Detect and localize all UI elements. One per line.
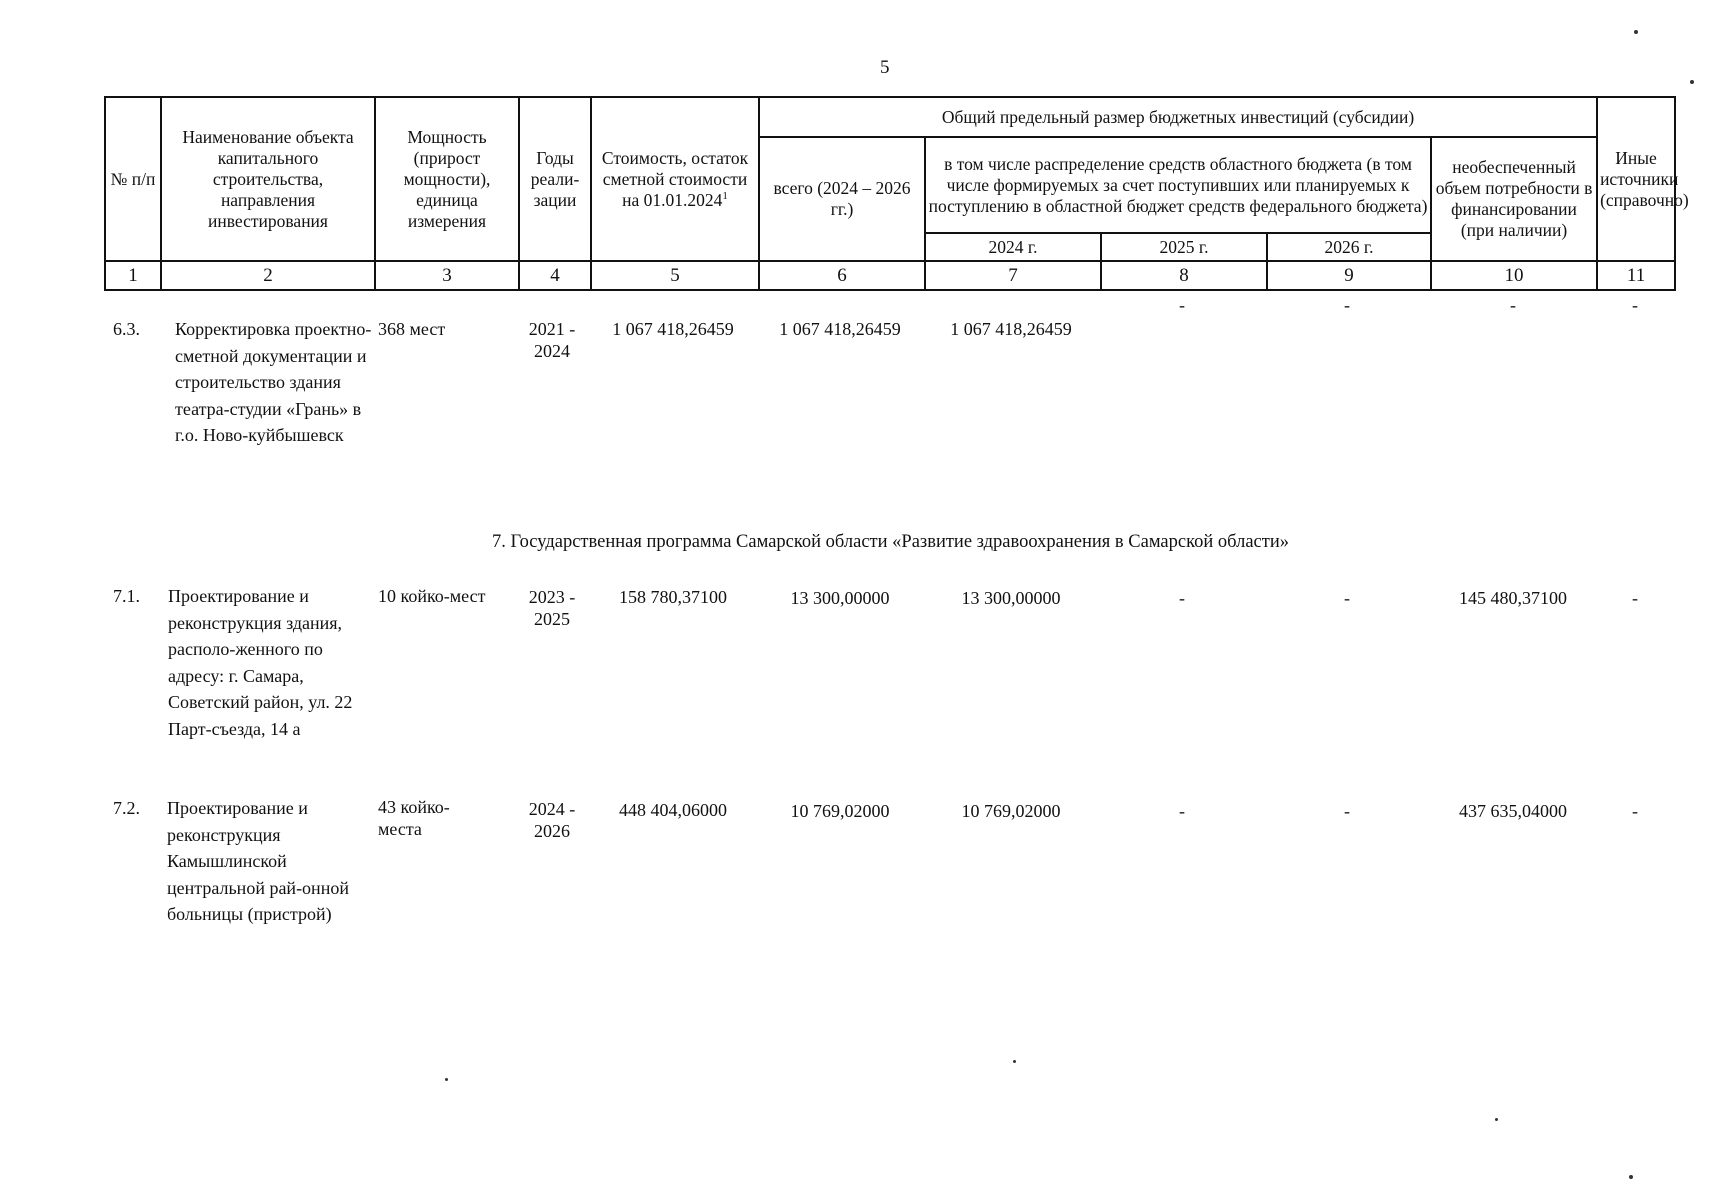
header-col-cost: [591, 97, 759, 261]
header-col-total: всего (2024 – 2026 гг.): [759, 137, 925, 261]
header-group-regional: в том числе распределение средств областного бюджета (в том числе формируемых за счет поступивших или планируемых к поступлению в областной бюджет средств федерального бюджета): [925, 137, 1431, 233]
scan-speck: [1629, 1175, 1633, 1179]
value-2024: 13 300,00000: [961, 588, 1061, 608]
column-number: 4: [519, 261, 591, 290]
value-2024: 1 067 418,26459: [950, 319, 1072, 339]
row-number: 6.3.: [113, 319, 140, 339]
value-2026: -: [1344, 295, 1350, 315]
value-2026: -: [1344, 588, 1350, 608]
footnote-mark: 1: [722, 189, 728, 202]
object-name: Корректировка проектно-сметной документации и строительство здания театра-студии «Грань» в г.о. Ново-куйбышевск: [175, 319, 372, 445]
years: 2024 - 2026: [528, 799, 576, 841]
header-group-budget: Общий предельный размер бюджетных инвестиций (субсидии): [759, 97, 1597, 137]
column-number: 11: [1597, 261, 1675, 290]
column-number: 8: [1101, 261, 1267, 290]
header-col-name: Наименование объекта капитального строительства, направления инвестирования: [161, 97, 375, 261]
other-sources-value: -: [1632, 295, 1638, 315]
header-col-cost-text: Стоимость, остаток сметной стоимости на 01.01.2024: [601, 147, 749, 210]
column-number: 5: [591, 261, 759, 290]
header-table: [104, 96, 1689, 291]
capacity: 43 койко-места: [378, 797, 450, 839]
scan-speck: [1690, 80, 1694, 84]
scan-speck: [1013, 1060, 1016, 1063]
header-col-years: Годы реали-зации: [519, 97, 591, 261]
column-number: 9: [1267, 261, 1431, 290]
cost-value: 448 404,06000: [619, 800, 727, 820]
object-name: Проектирование и реконструкция Камышлинской центральной рай-онной больницы (пристрой): [167, 798, 349, 924]
total-value: 10 769,02000: [790, 801, 890, 821]
total-value: 13 300,00000: [790, 588, 890, 608]
column-number: 1: [105, 261, 161, 290]
object-name: Проектирование и реконструкция здания, располо-женного по адресу: г. Самара, Советский район, ул. 22 Парт-съезда, 14 а: [168, 586, 353, 739]
years: 2021 - 2024: [528, 319, 576, 361]
header-col-power: Мощность (прирост мощности), единица измерения: [375, 97, 519, 261]
value-2026: -: [1344, 801, 1350, 821]
unfunded-value: 145 480,37100: [1459, 588, 1567, 608]
years: 2023 - 2025: [528, 587, 576, 629]
unfunded-value: -: [1510, 295, 1516, 315]
header-col-number: № п/п: [105, 97, 161, 261]
column-number: 7: [925, 261, 1101, 290]
scan-speck: [445, 1078, 448, 1081]
capacity: 10 койко-мест: [378, 586, 486, 606]
page-number: 5: [880, 57, 890, 78]
total-value: 1 067 418,26459: [779, 319, 901, 339]
header-col-2026: 2026 г.: [1267, 233, 1431, 261]
header-col-other: Иные источники (справочно): [1597, 97, 1675, 261]
cost-value: 158 780,37100: [619, 587, 727, 607]
other-sources-value: -: [1632, 801, 1638, 821]
row-number: 7.1.: [113, 586, 140, 606]
other-sources-value: -: [1632, 588, 1638, 608]
header-col-unfunded: необеспеченный объем потребности в финансировании (при наличии): [1431, 137, 1597, 261]
capacity: 368 мест: [378, 319, 446, 339]
scan-speck: [1495, 1118, 1498, 1121]
header-col-2024: 2024 г.: [925, 233, 1101, 261]
section-7-title: 7. Государственная программа Самарской области «Развитие здравоохранения в Самарской области»: [492, 532, 1289, 552]
value-2024: 10 769,02000: [961, 801, 1061, 821]
column-number: 3: [375, 261, 519, 290]
column-number: 2: [161, 261, 375, 290]
row-number: 7.2.: [113, 798, 140, 818]
value-2025: -: [1179, 588, 1185, 608]
value-2025: -: [1179, 801, 1185, 821]
header-col-2025: 2025 г.: [1101, 233, 1267, 261]
column-number: 10: [1431, 261, 1597, 290]
value-2025: -: [1179, 295, 1185, 315]
unfunded-value: 437 635,04000: [1459, 801, 1567, 821]
cost-value: 1 067 418,26459: [612, 319, 734, 339]
scan-speck: [1634, 30, 1638, 34]
column-number: 6: [759, 261, 925, 290]
